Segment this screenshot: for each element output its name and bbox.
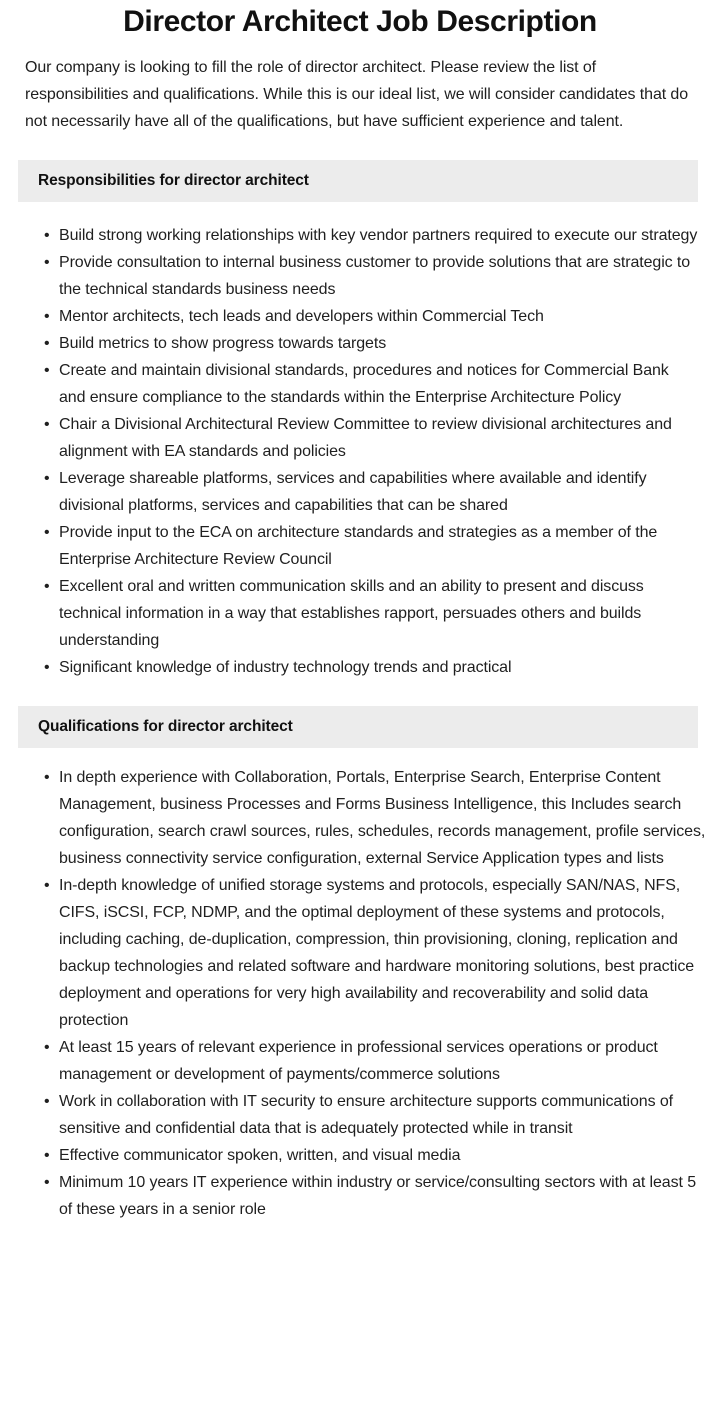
list-item: • Create and maintain divisional standards, procedures and notices for Commercial Bank and ensure compliance to the standards within the Enterprise Architecture Policy — [44, 357, 698, 411]
list-item: • At least 15 years of relevant experience in professional services operations or product management or development of payments/commerce solutions — [44, 1034, 706, 1088]
section-header-qualifications: Qualifications for director architect — [18, 706, 698, 748]
list-item: • Effective communicator spoken, written, and visual media — [44, 1142, 706, 1169]
list-item: • Build metrics to show progress towards targets — [44, 330, 698, 357]
list-item: • Chair a Divisional Architectural Review Committee to review divisional architectures and alignment with EA standards and policies — [44, 411, 698, 465]
list-item: • Minimum 10 years IT experience within industry or service/consulting sectors with at least 5 of these years in a senior role — [44, 1169, 706, 1223]
list-item: • Mentor architects, tech leads and developers within Commercial Tech — [44, 303, 698, 330]
list-item: • Significant knowledge of industry technology trends and practical — [44, 654, 698, 681]
list-item: • Provide consultation to internal business customer to provide solutions that are strategic to the technical standards business needs — [44, 249, 698, 303]
qualifications-list — [0, 748, 720, 1223]
list-item: • Excellent oral and written communication skills and an ability to present and discuss technical information in a way that establishes rapport, persuades others and builds understanding — [44, 573, 698, 654]
page-title: Director Architect Job Description — [123, 5, 597, 38]
list-item: • In depth experience with Collaboration, Portals, Enterprise Search, Enterprise Content Management, business Processes and Forms Business Intelligence, this Includes search configuration, search crawl sources, rules, schedules, records management, profile services, business connectivity service configuration, external Service Application types and lists — [44, 764, 706, 872]
section-header-responsibilities: Responsibilities for director architect — [18, 160, 698, 202]
responsibilities-list — [0, 202, 720, 681]
list-item: • Leverage shareable platforms, services and capabilities where available and identify divisional platforms, services and capabilities that can be shared — [44, 465, 698, 519]
section-qualifications — [0, 706, 720, 1223]
intro-paragraph: Our company is looking to fill the role of director architect. Please review the list of responsibilities and qualifications. While this is our ideal list, we will consider candidates that do not necessarily have all of the qualifications, but have sufficient experience and talent. — [25, 59, 689, 130]
list-item: • Work in collaboration with IT security to ensure architecture supports communications of sensitive and confidential data that is adequately protected while in transit — [44, 1088, 706, 1142]
section-responsibilities — [0, 160, 720, 681]
list-item: • In-depth knowledge of unified storage systems and protocols, especially SAN/NAS, NFS, CIFS, iSCSI, FCP, NDMP, and the optimal deployment of these systems and protocols, including caching, de-duplication, compression, thin provisioning, cloning, replication and backup technologies and related software and hardware monitoring solutions, best practice deployment and operations for very high availability and recoverability and solid data protection — [44, 872, 706, 1034]
bottom-spacer — [0, 1223, 720, 1247]
list-item: • Provide input to the ECA on architecture standards and strategies as a member of the Enterprise Architecture Review Council — [44, 519, 698, 573]
list-item: • Build strong working relationships with key vendor partners required to execute our strategy — [44, 222, 698, 249]
